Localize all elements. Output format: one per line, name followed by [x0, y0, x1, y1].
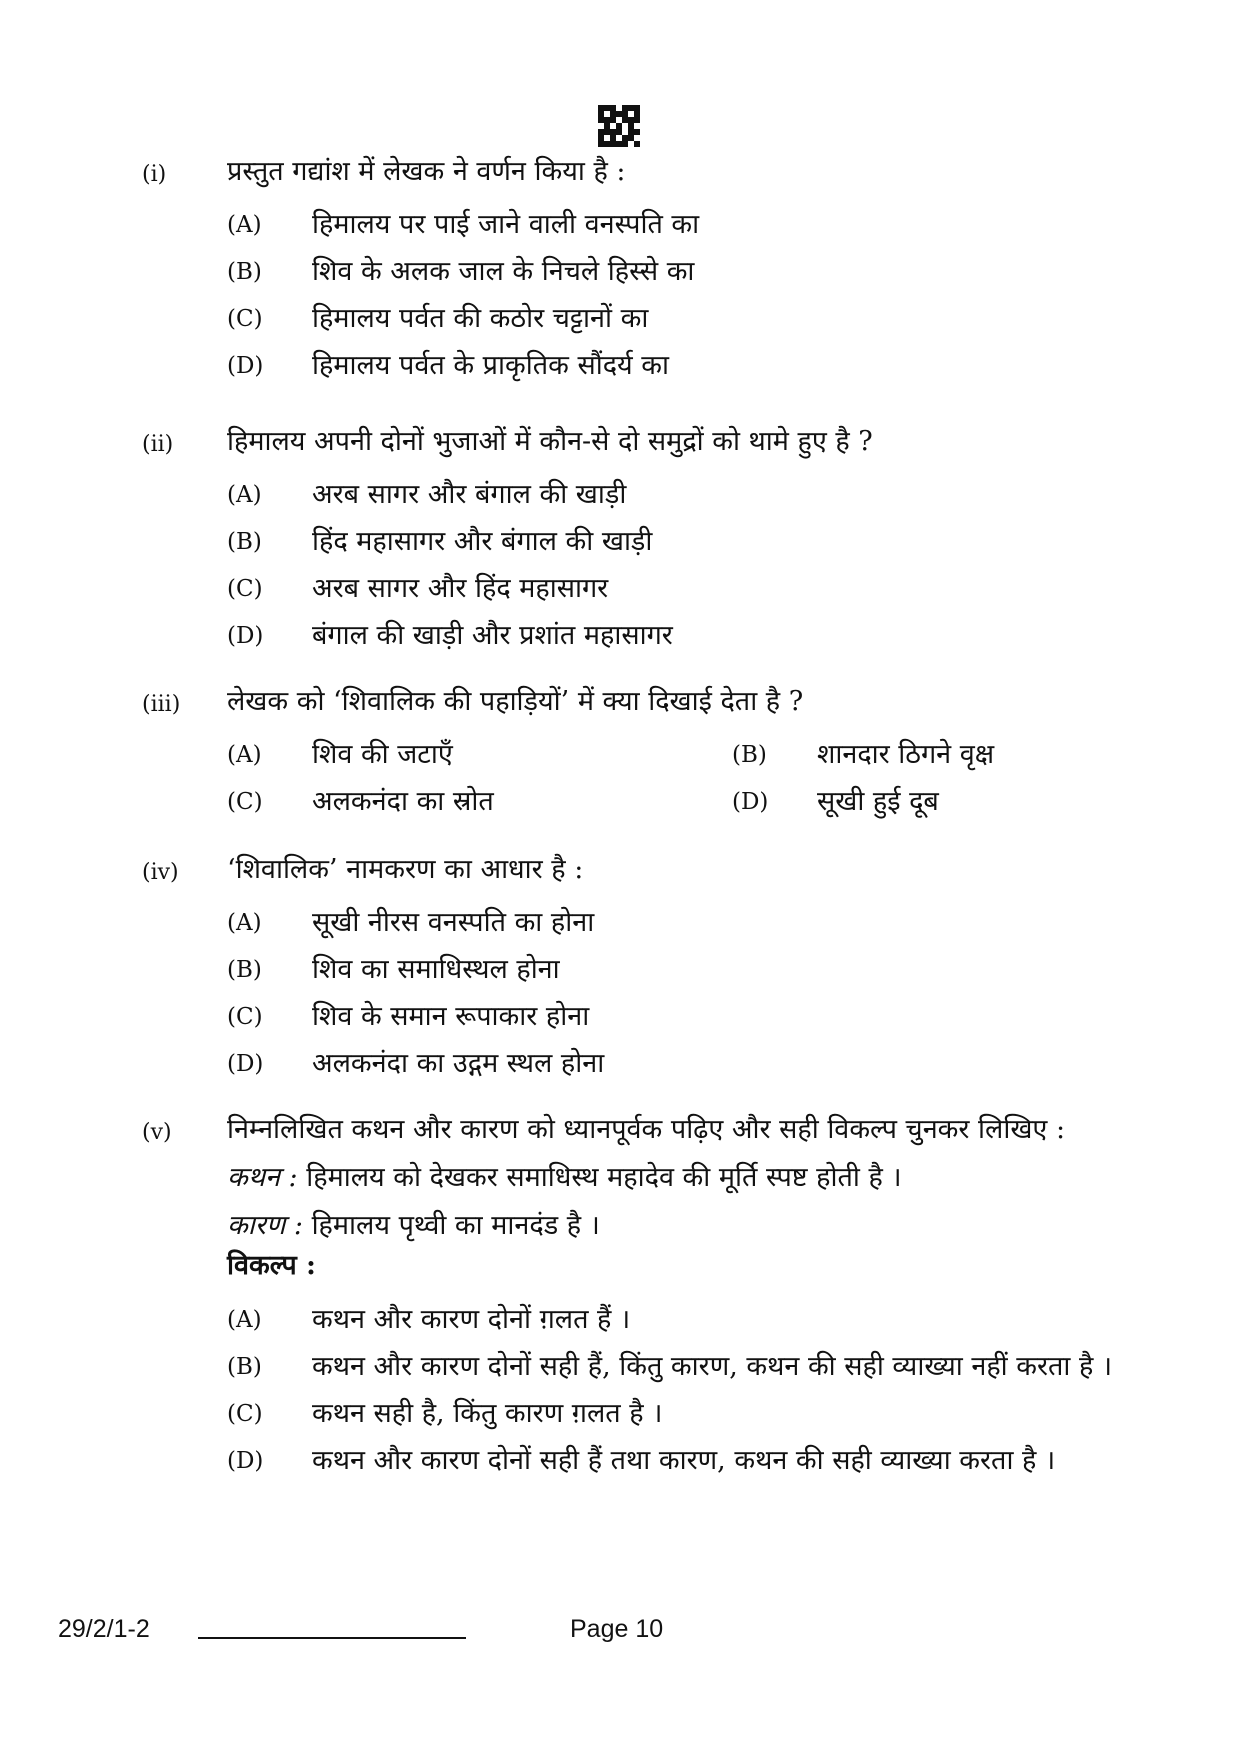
option-text: बंगाल की खाड़ी और प्रशांत महासागर — [312, 620, 673, 651]
option-text: सूखी हुई दूब — [817, 786, 939, 817]
option-text: कथन और कारण दोनों ग़लत हैं । — [312, 1304, 631, 1335]
option-label: (D) — [227, 1448, 264, 1474]
option-label: (B) — [227, 529, 262, 555]
option-b — [227, 252, 1152, 299]
option-c — [227, 569, 1152, 616]
option-label: (A) — [227, 742, 262, 768]
option-label: (B) — [227, 259, 262, 285]
option-label: (C) — [227, 1401, 263, 1427]
option-text: हिंद महासागर और बंगाल की खाड़ी — [312, 526, 653, 557]
option-text: शिव का समाधिस्थल होना — [312, 954, 560, 985]
question-1 — [142, 156, 1152, 393]
assertion — [227, 1158, 1152, 1198]
question-5 — [142, 1114, 1152, 1488]
option-label: (A) — [227, 482, 262, 508]
option-c — [227, 997, 1152, 1044]
option-text: सूखी नीरस वनस्पति का होना — [312, 907, 595, 938]
question-2 — [142, 426, 1152, 663]
option-a — [227, 903, 1152, 950]
question-text: प्रस्तुत गद्यांश में लेखक ने वर्णन किया है : — [227, 156, 626, 187]
option-label: (B) — [227, 957, 262, 983]
option-c — [227, 1394, 1152, 1441]
assertion-label: कथन : — [227, 1162, 298, 1193]
option-label: (D) — [732, 789, 769, 815]
option-label: (B) — [732, 742, 767, 768]
option-text: शानदार ठिगने वृक्ष — [817, 739, 995, 770]
question-text: लेखक को ‘शिवालिक की पहाड़ियों’ में क्या दिखाई देता है ? — [227, 686, 804, 717]
option-text: शिव के अलक जाल के निचले हिस्से का — [312, 256, 695, 287]
question-text: निम्नलिखित कथन और कारण को ध्यानपूर्वक पढ़िए और सही विकल्प चुनकर लिखिए : — [227, 1114, 1066, 1145]
option-a — [227, 475, 1152, 522]
question-text: ‘शिवालिक’ नामकरण का आधार है : — [227, 854, 584, 885]
question-number: (iv) — [142, 860, 179, 885]
question-number: (ii) — [142, 432, 174, 457]
question-3 — [142, 686, 1152, 829]
options-heading: विकल्प : — [227, 1250, 317, 1281]
question-text: हिमालय अपनी दोनों भुजाओं में कौन-से दो समुद्रों को थामे हुए है ? — [227, 426, 873, 457]
reason-label: कारण : — [227, 1210, 303, 1241]
option-label: (A) — [227, 212, 262, 238]
option-b — [227, 1347, 1152, 1387]
assertion-text: हिमालय को देखकर समाधिस्थ महादेव की मूर्ति स्पष्ट होती है । — [297, 1162, 902, 1193]
option-text: कथन और कारण दोनों सही हैं, किंतु कारण, कथन की सही व्याख्या नहीं करता है । — [312, 1351, 1113, 1382]
question-number: (i) — [142, 162, 167, 187]
paper-code: 29/2/1-2 — [58, 1615, 150, 1643]
option-text: कथन सही है, किंतु कारण ग़लत है । — [312, 1398, 663, 1429]
option-text: अरब सागर और हिंद महासागर — [312, 573, 609, 604]
option-d — [227, 346, 1152, 393]
option-text: शिव के समान रूपाकार होना — [312, 1001, 590, 1032]
page-number: Page 10 — [570, 1615, 664, 1643]
footer-divider — [198, 1637, 466, 1639]
question-number: (iii) — [142, 692, 181, 717]
question-number: (v) — [142, 1120, 172, 1145]
option-row — [227, 782, 1152, 829]
option-label: (C) — [227, 789, 263, 815]
option-label: (C) — [227, 1004, 263, 1030]
option-label: (B) — [227, 1354, 262, 1380]
option-c — [227, 299, 1152, 346]
option-text: हिमालय पर्वत की कठोर चट्टानों का — [312, 303, 649, 334]
option-text: अलकनंदा का स्रोत — [312, 786, 494, 817]
option-text: शिव की जटाएँ — [312, 739, 453, 770]
option-text: अलकनंदा का उद्गम स्थल होना — [312, 1048, 605, 1079]
option-label: (D) — [227, 623, 264, 649]
option-b — [227, 950, 1152, 997]
option-label: (D) — [227, 1051, 264, 1077]
qr-code — [598, 105, 640, 147]
option-label: (C) — [227, 306, 263, 332]
option-d — [227, 1044, 1152, 1091]
question-4 — [142, 854, 1152, 1091]
option-label: (A) — [227, 1307, 262, 1333]
reason-text: हिमालय पृथ्वी का मानदंड है । — [302, 1210, 600, 1241]
option-b — [227, 522, 1152, 569]
option-a — [227, 1300, 1152, 1347]
option-d — [227, 1441, 1152, 1488]
option-a — [227, 205, 1152, 252]
option-text: कथन और कारण दोनों सही हैं तथा कारण, कथन की सही व्याख्या करता है । — [312, 1445, 1056, 1476]
option-row — [227, 735, 1152, 782]
page-footer — [58, 1615, 1188, 1655]
option-text: हिमालय पर्वत के प्राकृतिक सौंदर्य का — [312, 350, 670, 381]
option-text: अरब सागर और बंगाल की खाड़ी — [312, 479, 627, 510]
option-label: (A) — [227, 910, 262, 936]
option-label: (C) — [227, 576, 263, 602]
option-d — [227, 616, 1152, 663]
reason — [227, 1206, 1152, 1246]
option-text: हिमालय पर पाई जाने वाली वनस्पति का — [312, 209, 700, 240]
option-label: (D) — [227, 353, 264, 379]
